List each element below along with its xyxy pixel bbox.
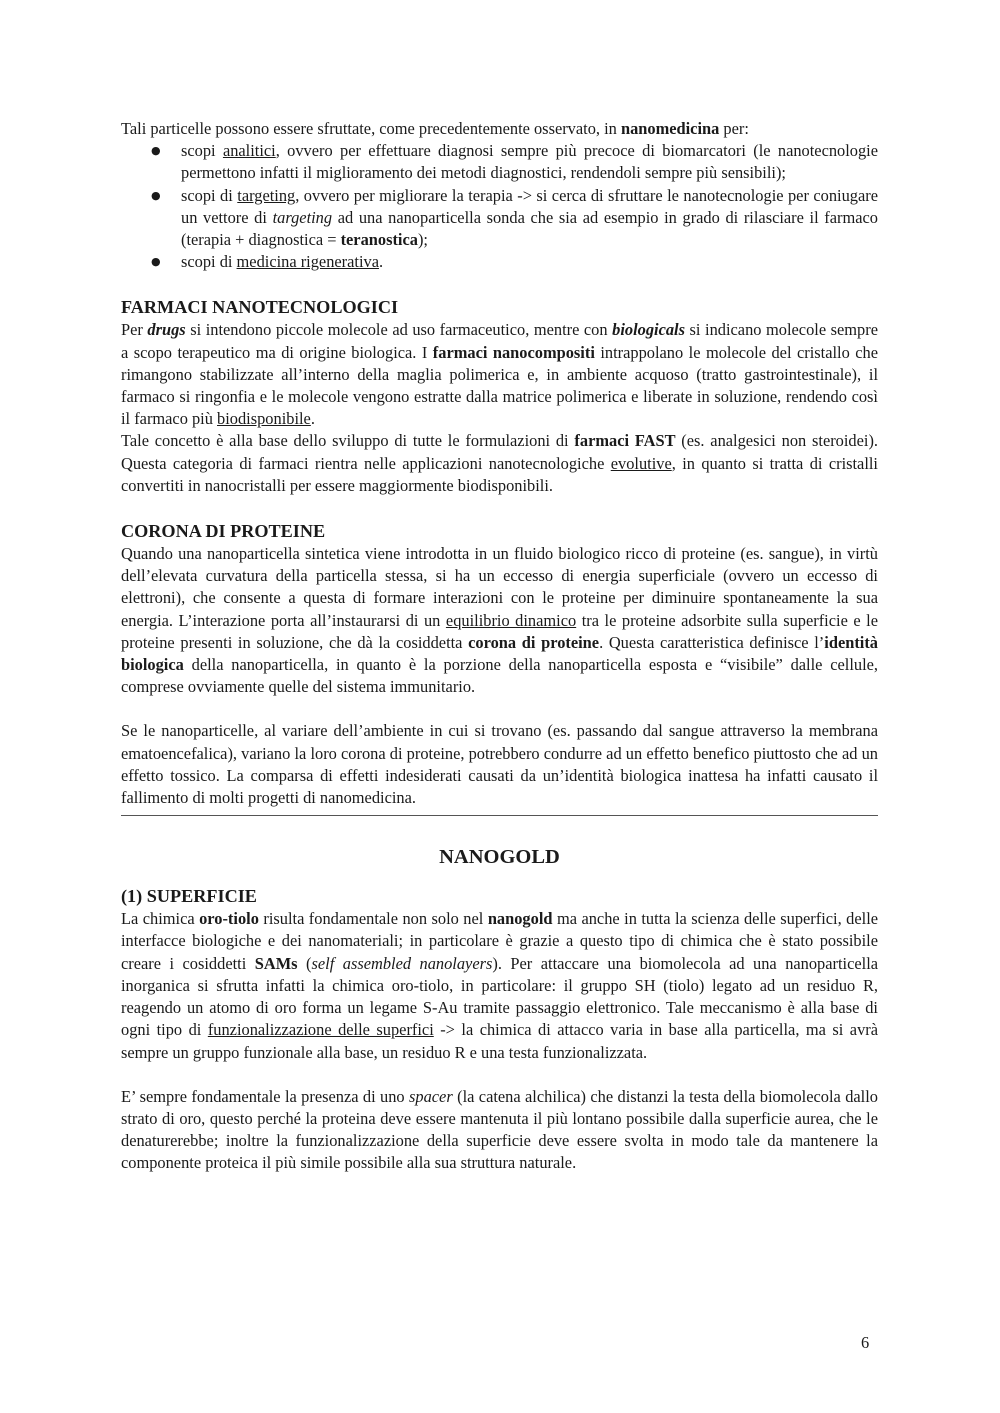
term-teranostica: teranostica [340,230,418,250]
list-item: ● scopi analitici, ovvero per effettuare diagnosi sempre più precoce di biomarcatori (le nanotecnologie permettono infatti il miglioramento dei metodi diagnostici, rendendoli sempre più sensibili); [181,140,878,184]
term-evolutive: evolutive [610,453,672,473]
paragraph-corona-1: Quando una nanoparticella sintetica viene introdotta in un fluido biologico ricco di proteine (es. sangue), in virtù dell’elevata curvatura della particella stessa, si ha un eccesso di energia superficiale (ovvero un eccesso di elettroni), che consente a questa di formare interazioni con le proteine per diminuire spontaneamente la sua energia. L’interazione porta all’instaurarsi di un equilibrio dinamico tra le proteine adsorbite sulla superficie e le proteine presenti in soluzione, che dà la cosiddetta corona di proteine. Questa caratteristica definisce l’identità biologica della nanoparticella, in quanto è la porzione della nanoparticella esposta e “visibile” dalle cellule, comprese ovviamente quelle del sistema immunitario. [121,544,879,697]
document-page [121,118,878,1175]
term-targeting: targeting [237,185,296,205]
term-farmaci-fast: farmaci FAST [574,431,676,451]
term-nanogold: nanogold [487,909,553,929]
term-sams: SAMs [254,953,298,973]
term-drugs: drugs [147,320,186,340]
term-identita-biologica: identità biologica [121,632,879,675]
term-analitici: analitici [222,141,276,161]
section-heading-superficie: (1) SUPERFICIE [121,886,257,907]
paragraph-corona-2: Se le nanoparticelle, al variare dell’ambiente in cui si trovano (es. passando dal sangue attraverso la membrana ematoencefalica), variano la loro corona di proteine, potrebbero condurre ad un effetto benefico piuttosto che ad un effetto tossico. La comparsa di effetti indesiderati causati da un’identità biologica inattesa ha infatti causato il fallimento di molti progetti di nanomedicina. [121,721,878,808]
purpose-list [121,140,878,273]
paragraph-superficie-2: E’ sempre fondamentale la presenza di uno spacer (la catena alchilica) che distanzi la testa della biomolecola dallo strato di oro, questo perché la proteina deve essere mantenuta il più lontano possibile dalla superficie aurea, che le denaturerebbe; inoltre la funzionalizzazione della superficie deve essere svolta in modo tale da mantenere la componente proteica il più simile possibile alla sua struttura naturale. [121,1086,878,1173]
list-item: ● scopi di targeting, ovvero per migliorare la terapia -> si cerca di sfruttare le nanotecnologie per coniugare un vettore di targeting ad una nanoparticella sonda che sia ad esempio in grado di rilasciare il farmaco (terapia + diagnostica = teranostica); [181,185,878,252]
term-funzionalizzazione: funzionalizzazione delle superfici [207,1020,434,1040]
term-biologicals: biologicals [612,320,685,340]
paragraph-superficie-1: La chimica oro-tiolo risulta fondamentale non solo nel nanogold ma anche in tutta la scienza delle superfici, delle interfacce biologiche e dei nanomateriali; in particolare è grazie a questo tipo di chimica che è stato possibile creare i cosiddetti SAMs (self assembled nanolayers). Per attaccare una biomolecola ad una nanoparticella inorganica si sfrutta infatti la chimica oro-tiolo, in particolare: il gruppo SH (tiolo) legato ad un residuo R, reagendo un atomo di oro forma un legame S-Au tramite passaggio elettronico. Tale meccanismo è alla base di ogni tipo di funzionalizzazione delle superfici -> la chimica di attacco varia in base alla particella, ma si avrà sempre un gruppo funzionale alla base, un residuo R e una testa funzionalizzata. [121,909,879,1062]
paragraph-farmaci-1: Per drugs si intendono piccole molecole ad uso farmaceutico, mentre con biologicals si indicano molecole sempre a scopo terapeutico ma di origine biologica. I farmaci nanocompositi intrappolano le molecole del cristallo che rimangono stabilizzate all’interno della maglia polimerica e, in ambiente acquoso (tratto gastrointestinale), il farmaco si ringonfia e le molecole vengono estratte dalla matrice polimerica e liberate in soluzione, rendendo così il farmaco più biodisponibile. [121,320,878,429]
term-farmaci-nanocompositi: farmaci nanocompositi [432,342,595,362]
term-medicina-rigenerativa: medicina rigenerativa [236,252,379,272]
term-spacer: spacer [409,1086,453,1106]
paragraph-farmaci-2: Tale concetto è alla base dello sviluppo di tutte le formulazioni di farmaci FAST (es. analgesici non steroidei). Questa categoria di farmaci rientra nelle applicazioni nanotecnologiche evolutive, in quanto si tratta di cristalli convertiti in nanocristalli per essere maggiormente biodisponibili. [121,431,879,495]
intro-paragraph: Tali particelle possono essere sfruttate, come precedentemente osservato, in nanomedicina per: [121,119,749,138]
section-heading-corona: CORONA DI PROTEINE [121,521,326,542]
term-corona-di-proteine: corona di proteine [468,632,600,652]
chapter-title: NANOGOLD [439,846,560,869]
term-biodisponibile: biodisponibile [217,409,311,429]
term-self-assembled: self assembled nanolayers [311,953,493,973]
term-equilibrio-dinamico: equilibrio dinamico [445,610,577,630]
term-oro-tiolo: oro-tiolo [199,909,259,929]
section-heading-farmaci: FARMACI NANOTECNOLOGICI [121,297,399,318]
term-nanomedicina: nanomedicina [620,119,720,138]
page-number: 6 [861,1333,870,1352]
list-item: ● scopi di medicina rigenerativa. [181,251,878,273]
